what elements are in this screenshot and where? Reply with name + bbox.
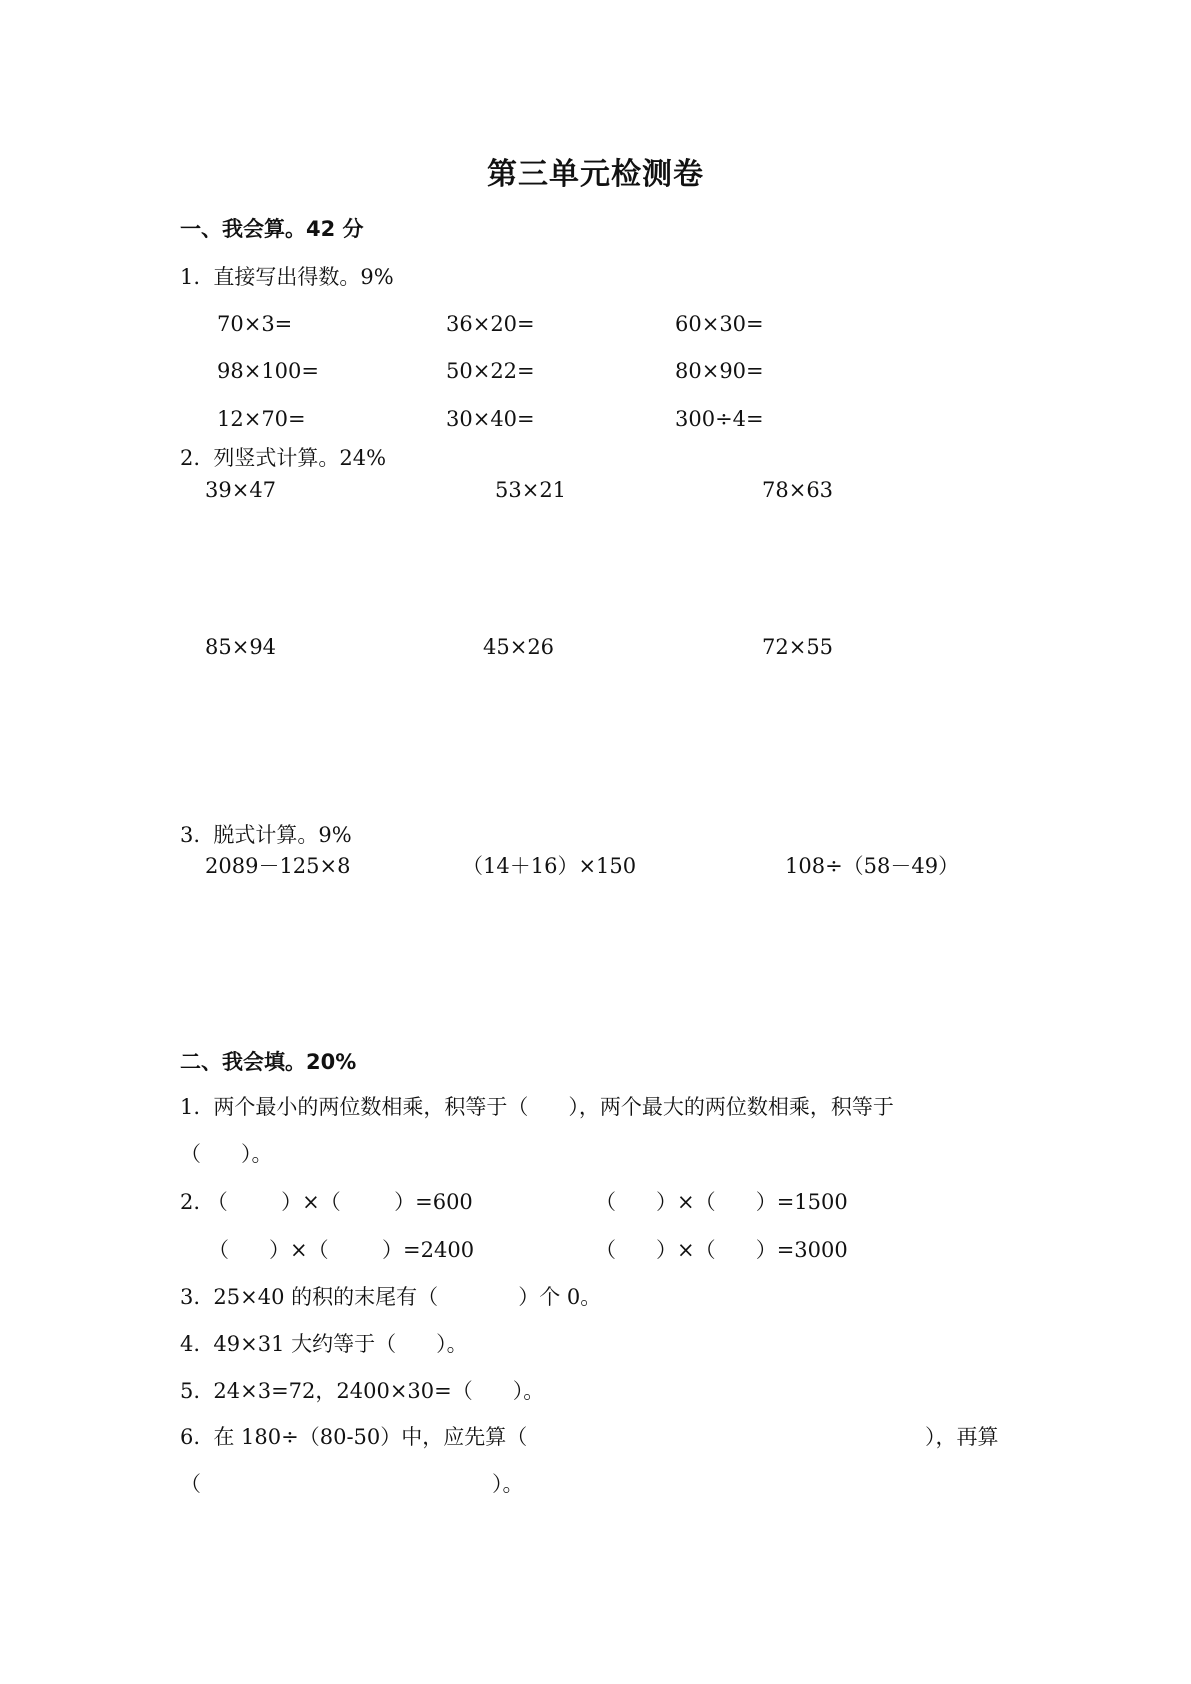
question-oral-calculation-label: 1. 直接写出得数。9%: [180, 265, 394, 289]
fill-question-1-line2: （ ）。: [180, 1142, 273, 1166]
page-title: 第三单元检测卷: [487, 157, 704, 192]
oral-problem: 98×100=: [217, 359, 319, 383]
fill-question-2-row2-right: （ ）×（ ）=3000: [595, 1238, 848, 1262]
oral-problem: 36×20=: [446, 312, 535, 336]
vertical-problem: 85×94: [205, 635, 277, 659]
fill-question-6-line2-start: （: [180, 1472, 201, 1496]
step-problem: 108÷（58－49）: [785, 854, 960, 878]
fill-question-2-row1-right: （ ）×（ ）=1500: [595, 1190, 848, 1214]
fill-question-5: 5. 24×3=72，2400×30=（ ）。: [180, 1379, 545, 1403]
fill-question-6-line2-end: ）。: [492, 1472, 524, 1496]
step-problem: （14＋16）×150: [462, 854, 637, 878]
oral-problem: 80×90=: [675, 359, 764, 383]
oral-problem: 12×70=: [217, 407, 306, 431]
question-vertical-calculation-label: 2. 列竖式计算。24%: [180, 446, 387, 470]
vertical-problem: 78×63: [762, 478, 834, 502]
vertical-problem: 53×21: [495, 478, 567, 502]
vertical-problem: 39×47: [205, 478, 277, 502]
oral-problem: 50×22=: [446, 359, 535, 383]
fill-question-4: 4. 49×31 大约等于（ ）。: [180, 1332, 468, 1356]
fill-question-6-line1-start: 6. 在 180÷（80-50）中，应先算（: [180, 1425, 528, 1449]
vertical-problem: 45×26: [483, 635, 555, 659]
section-heading-fill-in: 二、我会填。20%: [180, 1050, 357, 1074]
section-heading-calculate: 一、我会算。42 分: [180, 217, 364, 241]
oral-problem: 70×3=: [217, 312, 293, 336]
oral-problem: 300÷4=: [675, 407, 764, 431]
question-step-calculation-label: 3. 脱式计算。9%: [180, 823, 352, 847]
fill-question-3: 3. 25×40 的积的末尾有（ ）个 0。: [180, 1285, 602, 1309]
fill-question-1-line1: 1. 两个最小的两位数相乘，积等于（ ），两个最大的两位数相乘，积等于: [180, 1095, 894, 1119]
fill-question-2-row1-left: 2. （ ）×（ ）=600: [180, 1190, 473, 1214]
fill-question-6-line1-end: ），再算: [925, 1425, 999, 1449]
oral-problem: 30×40=: [446, 407, 535, 431]
oral-problem: 60×30=: [675, 312, 764, 336]
vertical-problem: 72×55: [762, 635, 834, 659]
fill-question-2-row2-left: （ ）×（ ）=2400: [208, 1238, 475, 1262]
step-problem: 2089－125×8: [205, 854, 351, 878]
